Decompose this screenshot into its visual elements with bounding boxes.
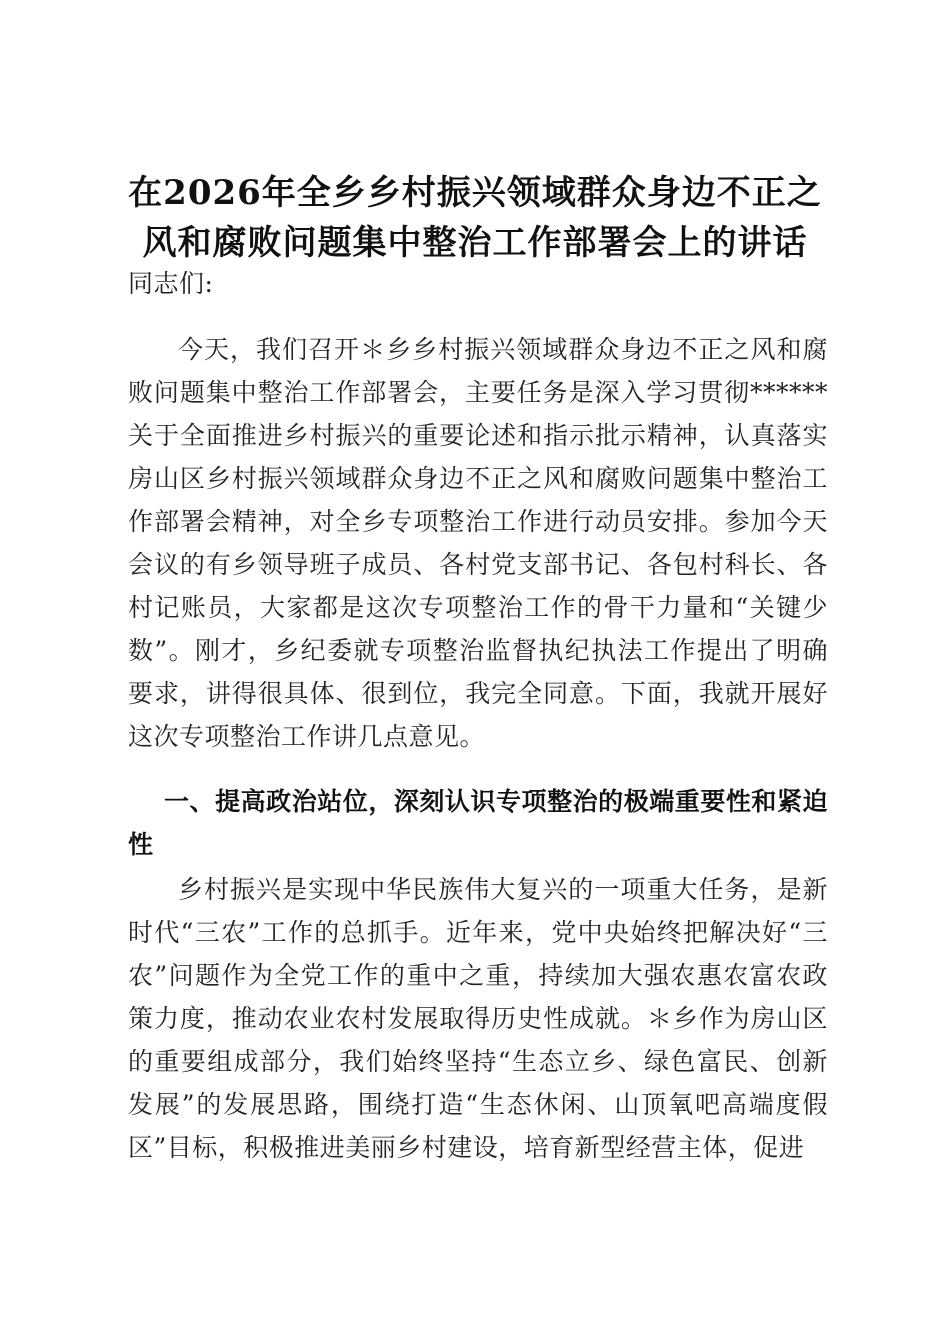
paragraph-1: 今天，我们召开＊乡乡村振兴领域群众身边不正之风和腐败问题集中整治工作部署会，主要任务是深入学习贯彻******关于全面推进乡村振兴的重要论述和指示批示精神，认真落实房山区乡村振兴领域群众身边不正之风和腐败问题集中整治工作部署会精神，对全乡专项整治工作进行动员安排。参加今天会议的有乡领导班子成员、各村党支部书记、各包村科长、各村记账员，大家都是这次专项整治工作的骨干力量和“关键少数”。刚才，乡纪委就专项整治监督执纪执法工作提出了明确要求，讲得很具体、很到位，我完全同意。下面，我就开展好这次专项整治工作讲几点意见。 bbox=[128, 335, 828, 751]
section-heading-1: 一、提高政治站位，深刻认识专项整治的极端重要性和紧迫性 bbox=[128, 787, 828, 859]
document-title: 在2026年全乡乡村振兴领域群众身边不正之风和腐败问题集中整治工作部署会上的讲话 bbox=[128, 173, 822, 263]
paragraph-2: 乡村振兴是实现中华民族伟大复兴的一项重大任务，是新时代“三农”工作的总抓手。近年来，党中央始终把解决好“三农”问题作为全党工作的重中之重，持续加大强农惠农富农政策力度，推动农业农村发展取得历史性成就。＊乡作为房山区的重要组成部分，我们始终坚持“生态立乡、绿色富民、创新发展”的发展思路，围绕打造“生态休闲、山顶氧吧高端度假区”目标，积极推进美丽乡村建设，培育新型经营主体，促进 bbox=[128, 875, 828, 1162]
greeting: 同志们: bbox=[128, 269, 214, 298]
